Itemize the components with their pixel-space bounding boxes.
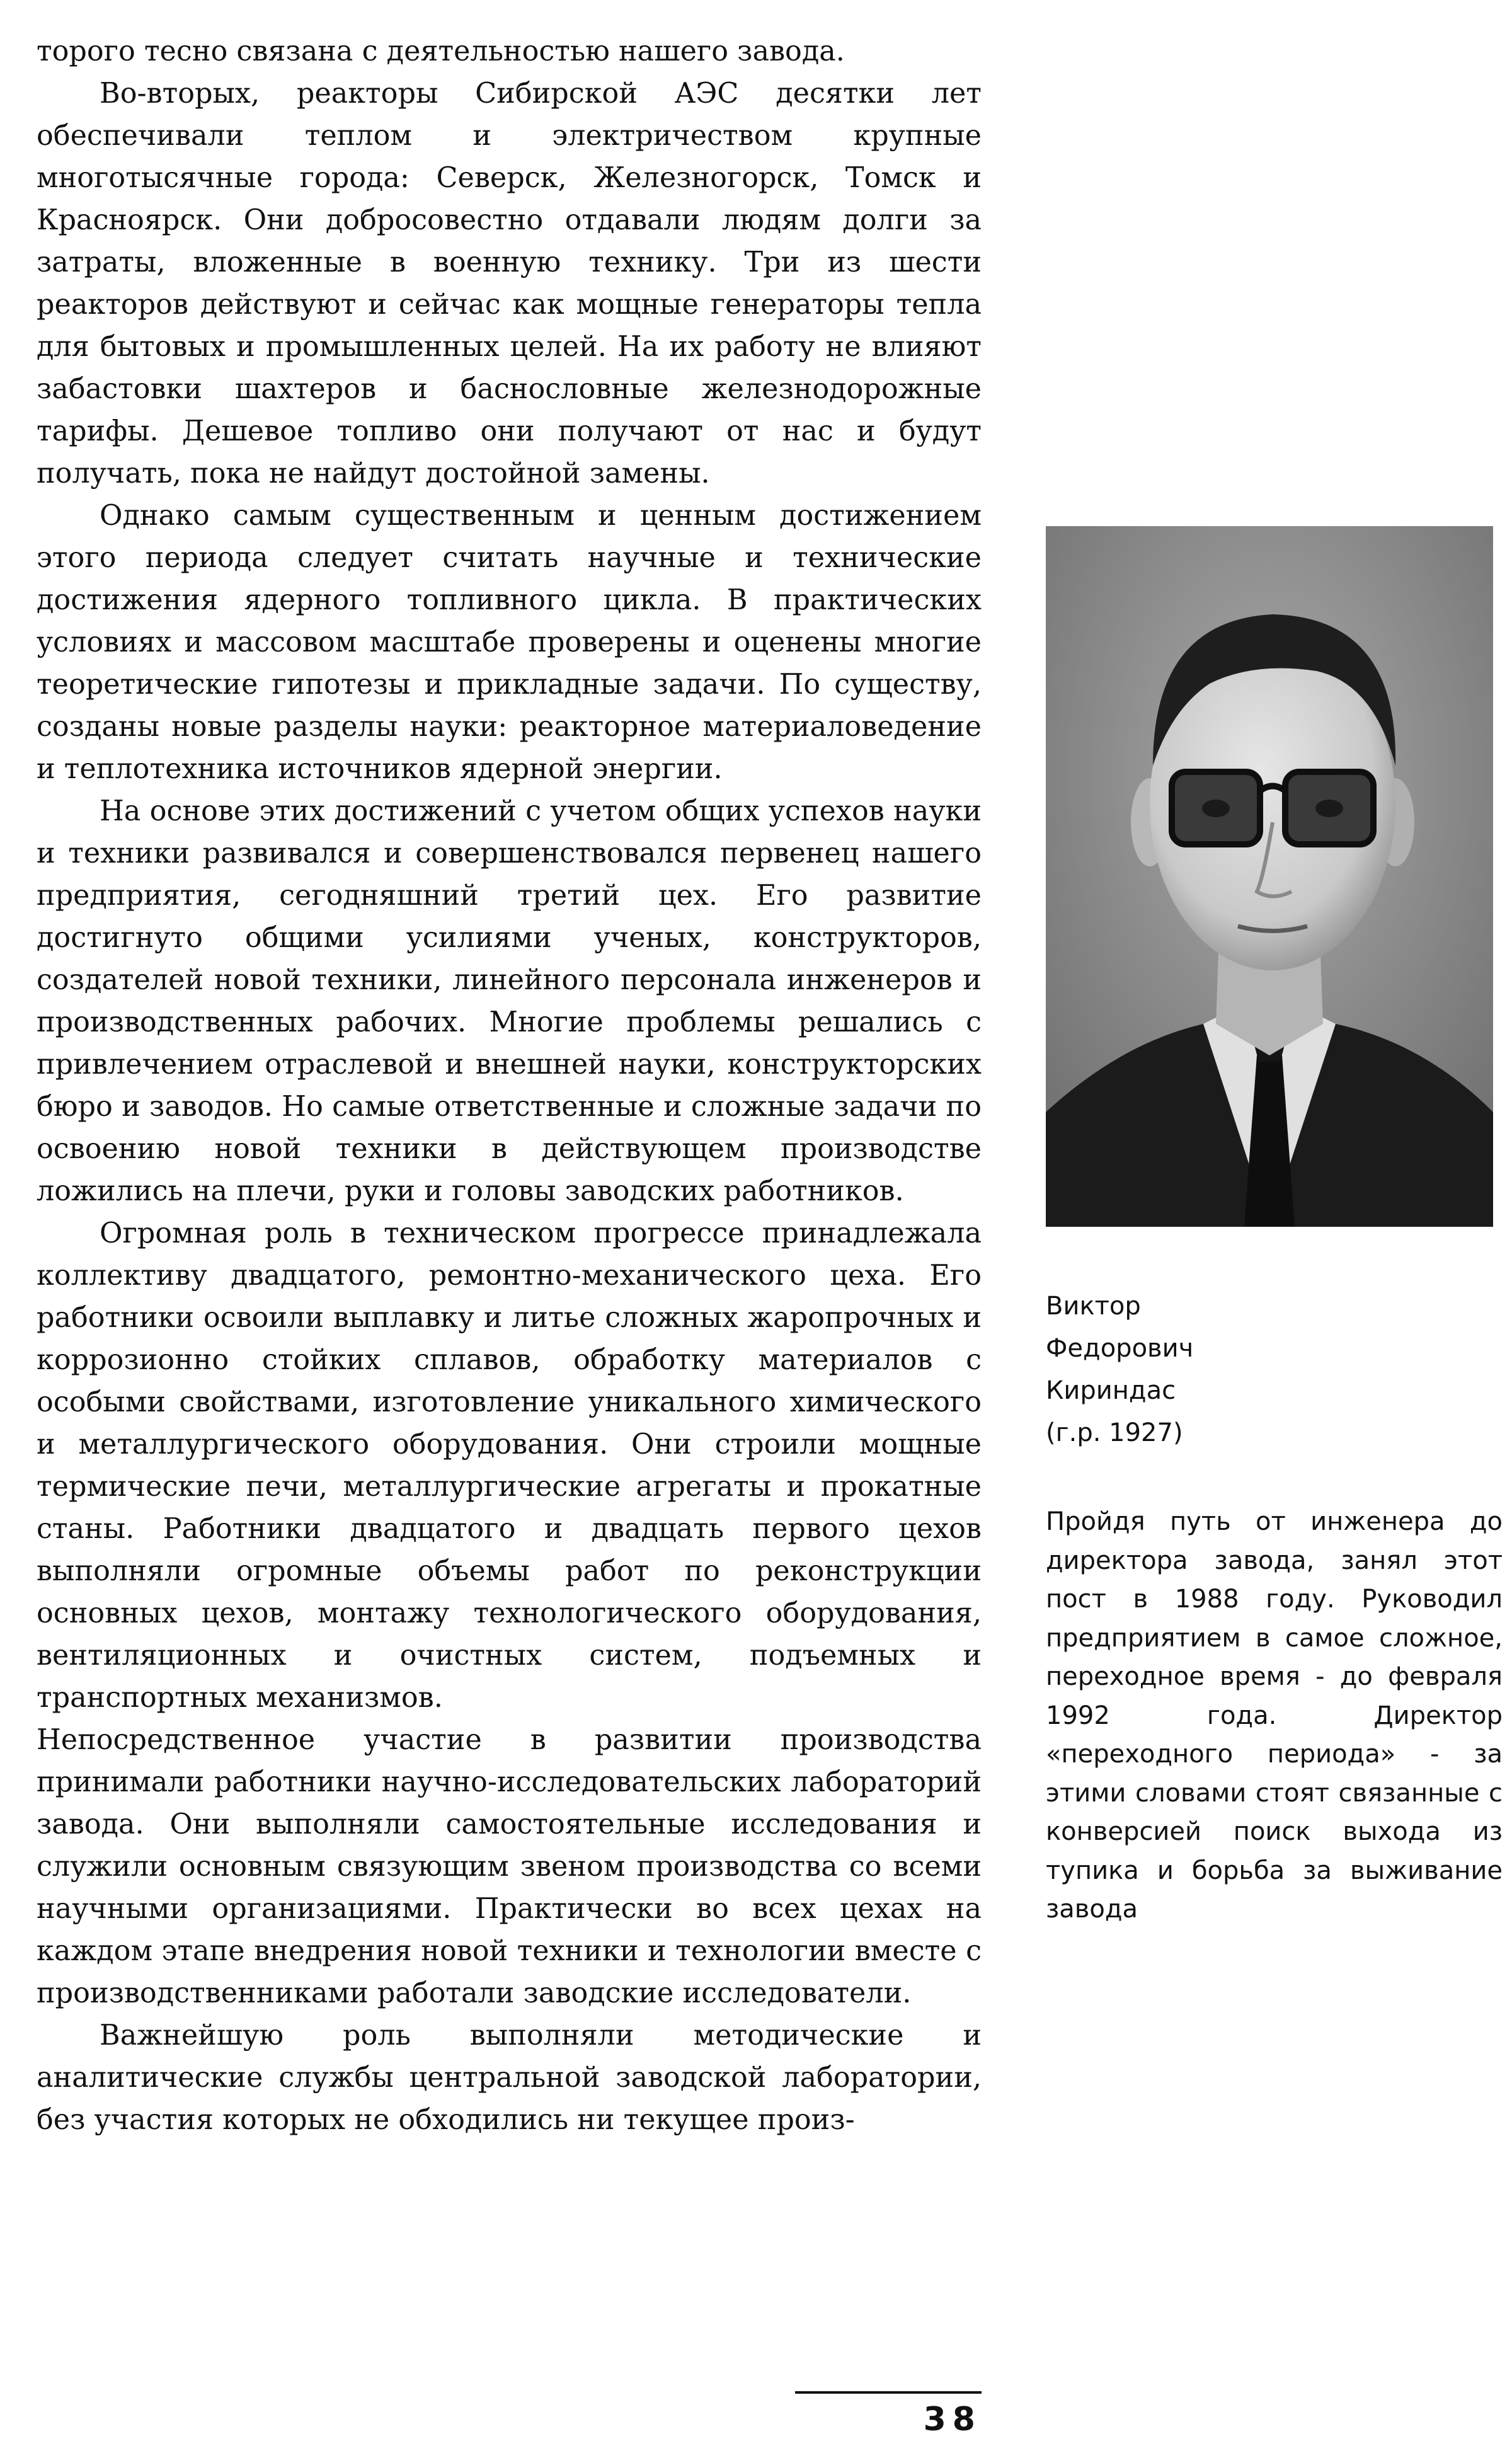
caption-first-name: Виктор — [1046, 1292, 1141, 1321]
paragraph-central-lab: Важнейшую роль выполняли методические и аналитические службы центральной заводской лаборатории, без участия которых не обходились ни текущее произ- — [37, 2019, 982, 2136]
caption-birth-year: (г.р. 1927) — [1046, 1418, 1183, 1447]
paragraph-continuation: торого тесно связана с деятельностью нашего завода. — [37, 35, 845, 67]
paragraph-repair-shop: Огромная роль в техническом прогрессе принадлежала коллективу двадцатого, ремонтно-механического цеха. Его работники освоили выплавку и литье сложных жаропрочных и коррозионно стойких сплавов, обработку материалов с особыми свойствами, изготовление уникального химического и металлургического оборудования. Они строили мощные термические печи, металлургические агрегаты и прокатные станы. Работники двадцатого и двадцать первого цехов выполняли огромные объемы работ по реконструкции основных цехов, монтажу технологического оборудования, вентиляционных и очистных систем, подъемных и транспортных механизмов. — [37, 1217, 982, 1714]
footer-rule — [795, 2391, 982, 2394]
paragraph-achievements: Однако самым существенным и ценным достижением этого периода следует считать научные и технические достижения ядерного топливного цикла. В практических условиях и массовом масштабе проверены и оценены многие теоретические гипотезы и прикладные задачи. По существу, созданы новые разделы науки: реакторное материаловедение и теплотехника источников ядерной энергии. — [37, 500, 982, 785]
article-body — [37, 30, 982, 2141]
caption-surname: Кириндас — [1046, 1376, 1176, 1405]
portrait-photo — [1046, 526, 1493, 1227]
caption-patronymic: Федорович — [1046, 1334, 1194, 1363]
photo-caption-name — [1046, 1285, 1499, 1454]
paragraph-third-shop: На основе этих достижений с учетом общих успехов науки и техники развивался и совершенствовался первенец нашего предприятия, сегодняшний третий цех. Его развитие достигнуто общими усилиями ученых, конструкторов, создателей новой техники, линейного персонала инженеров и производственных рабочих. Многие проблемы решались с привлечением отраслевой и внешней науки, конструкторских бюро и заводов. Но самые ответственные и сложные задачи по освоению новой техники в действующем производстве ложились на плечи, руки и головы заводских работников. — [37, 795, 982, 1207]
photo-caption-bio: Пройдя путь от инженера до директора завода, занял этот пост в 1988 году. Руководил предприятием в самое сложное, переходное время - до февраля 1992 года. Директор «переходного периода» - за этими словами стоят связанные с конверсией поиск выхода из тупика и борьба за выживание завода — [1046, 1507, 1503, 1924]
paragraph-laboratories: Непосредственное участие в развитии производства принимали работники научно-исследовательских лабораторий завода. Они выполняли самостоятельные исследования и служили основным связующим звеном производства со всеми научными организациями. Практически во всех цехах на каждом этапе внедрения новой техники и технологии вместе с производственниками работали заводские исследователи. — [37, 1724, 982, 2009]
page-number: 38 — [923, 2401, 982, 2438]
paragraph-secondly: Во-вторых, реакторы Сибирской АЭС десятки лет обеспечивали теплом и электричеством крупные многотысячные города: Северск, Железногорск, Томск и Красноярск. Они добросовестно отдавали людям долги за затраты, вложенные в военную технику. Три из шести реакторов действуют и сейчас как мощные генераторы тепла для бытовых и промышленных целей. На их работу не влияют забастовки шахтеров и баснословные железнодорожные тарифы. Дешевое топливо они получают от нас и будут получать, пока не найдут достойной замены. — [37, 78, 982, 490]
portrait-illustration — [1046, 526, 1493, 1227]
